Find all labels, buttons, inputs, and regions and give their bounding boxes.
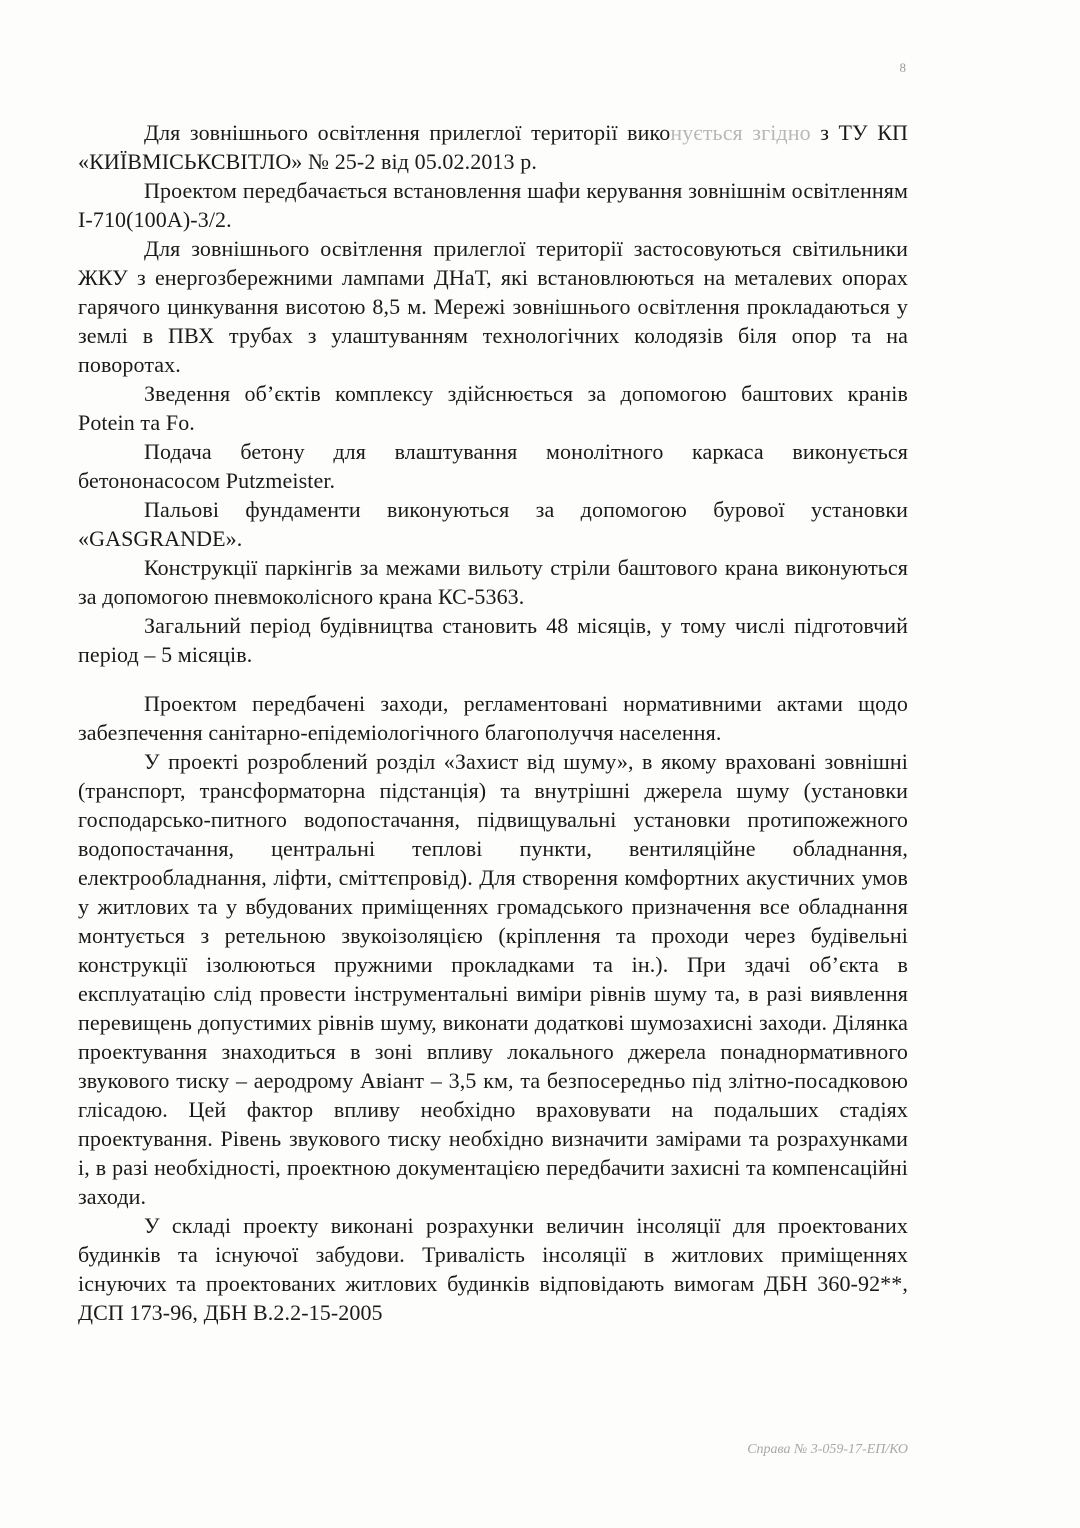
- paragraph-control-cabinet: Проектом передбачається встановлення шафи керування зовнішнім освітленням І-710(100А)-3/2.: [78, 178, 908, 232]
- paragraph-parking-structures: Конструкції паркінгів за межами вильоту стріли баштового крана виконуються за допомогою пневмоколісного крана КС-5363.: [78, 555, 908, 609]
- paragraph-concrete-supply: Подача бетону для влаштування монолітного каркаса виконується бетононасосом Putzmeister.: [78, 439, 908, 493]
- page-number: 8: [899, 60, 906, 75]
- paragraph-sanitary-measures: Проектом передбачені заходи, регламентовані нормативними актами щодо забезпечення санітарно-епідеміологічного благополуччя населення.: [78, 691, 908, 745]
- paragraph-lighting-spec: [78, 118, 908, 176]
- paragraph-text: з ТУ КП «КИЇВМІСЬКСВІТЛО» № 25-2 від 05.02.2013 р.: [78, 120, 908, 174]
- paragraph-pile-foundations: Пальові фундаменти виконуються за допомогою бурової установки «GASGRANDE».: [78, 497, 908, 551]
- paragraph-luminaires: Для зовнішнього освітлення прилеглої території застосовуються світильники ЖКУ з енергозбережними лампами ДНаТ, які встановлюються на металевих опорах гарячого цинкування висотою 8,5 м. Мережі зовнішнього освітлення прокладаються у землі в ПВХ трубах з улаштуванням технологічних колодязів біля опор та на поворотах.: [78, 236, 908, 377]
- paragraph-text: Для зовнішнього освітлення прилеглої території вико: [144, 120, 671, 145]
- case-number-footer: Справа № 3-059-17-ЕП/КО: [747, 1442, 908, 1457]
- paragraph-insolation: У складі проекту виконані розрахунки величин інсоляції для проектованих будинків та існуючої забудови. Тривалість інсоляції в житлових приміщеннях існуючих та проектованих житлових будинків відповідають вимогам ДБН 360-92**, ДСП 173-96, ДБН В.2.2-15-2005: [78, 1213, 908, 1325]
- paragraph-faded-text: нується згідно: [670, 120, 811, 145]
- document-body: [78, 118, 908, 1327]
- paragraph-noise-protection: У проекті розроблений розділ «Захист від шуму», в якому враховані зовнішні (транспорт, трансформаторна підстанція) та внутрішні джерела шуму (установки господарсько-питного водопостачання, підвищувальні установки протипожежного водопостачання, центральні теплові пункти, вентиляційне обладнання, електрообладнання, ліфти, сміттєпровід). Для створення комфортних акустичних умов у житлових та у вбудованих приміщеннях громадського призначення все обладнання монтується з ретельною звукоізоляцією (кріплення та проходи через будівельні конструкції ізолюються пружними прокладками та ін.). При здачі об’єкта в експлуатацію слід провести інструментальні виміри рівнів шуму та, в разі виявлення перевищень допустимих рівнів шуму, виконати додаткові шумозахисні заходи. Ділянка проектування знаходиться в зоні впливу локального джерела понаднормативного звукового тиску – аеродрому Авіант – 3,5 км, та безпосередньо під злітно-посадковою глісадою. Цей фактор впливу необхідно враховувати на подальших стадіях проектування. Рівень звукового тиску необхідно визначити замірами та розрахунками і, в разі необхідності, проектною документацією передбачити захисні та компенсаційні заходи.: [78, 749, 908, 1209]
- paragraph-tower-cranes: Зведення об’єктів комплексу здійснюється за допомогою баштових кранів Potein та Fo.: [78, 381, 908, 435]
- paragraph-construction-period: Загальний період будівництва становить 48 місяців, у тому числі підготовчий період – 5 місяців.: [78, 613, 908, 667]
